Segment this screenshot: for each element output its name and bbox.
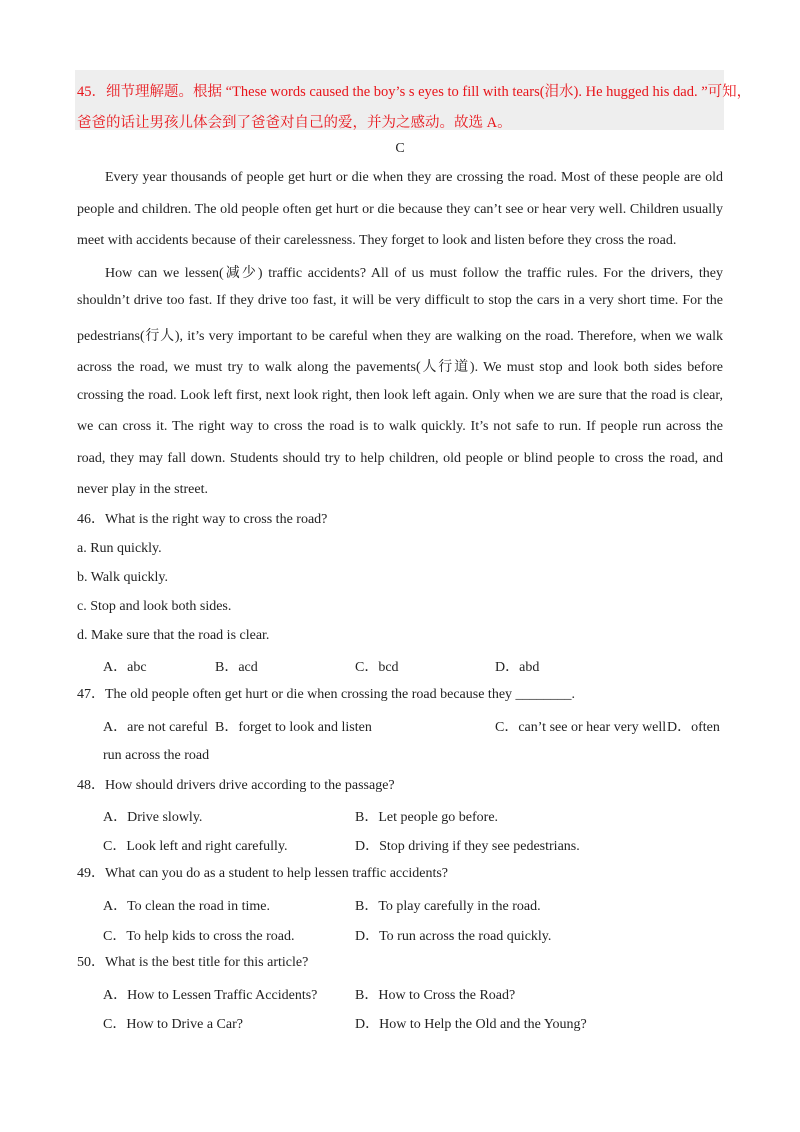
question-stem: 47．The old people often get hurt or die when crossing the road because they ________. <box>77 687 576 702</box>
option-b: B．forget to look and listen <box>215 720 372 735</box>
passage-line: shouldn’t drive too fast. If they drive too fast, it will be very difficult to stop the cars in a very short time. For the <box>77 293 723 308</box>
option-a: A．Drive slowly. <box>103 810 203 825</box>
option-d: D．often <box>667 720 720 735</box>
analysis-line-1: 45．细节理解题。根据 “These words caused the boy’s s eyes to fill with tears(泪水). He hugged his dad. ”可知， <box>77 84 752 100</box>
option-d: D．abd <box>495 660 540 675</box>
passage-line: across the road, we must try to walk along the pavements(人行道). We must stop and look both sides before <box>77 360 723 375</box>
option-d-continuation: run across the road <box>103 748 210 763</box>
section-label: C <box>395 141 405 156</box>
option-d: D．Stop driving if they see pedestrians. <box>355 839 580 854</box>
passage-line: How can we lessen(减少) traffic accidents? All of us must follow the traffic rules. For the drivers, they <box>105 266 723 281</box>
option-c: C．bcd <box>355 660 399 675</box>
question-statement: c. Stop and look both sides. <box>77 599 232 614</box>
passage-line: pedestrians(行人), it’s very important to be careful when they are walking on the road. Therefore, when we walk <box>77 329 723 344</box>
passage-line: road, they may fall down. Students should try to help children, old people or blind people to cross the road, and <box>77 451 723 466</box>
question-stem: 48．How should drivers drive according to the passage? <box>77 778 395 793</box>
option-c: C．Look left and right carefully. <box>103 839 288 854</box>
passage-line: meet with accidents because of their carelessness. They forget to look and listen before they cross the road. <box>77 233 677 248</box>
option-d: D．To run across the road quickly. <box>355 929 552 944</box>
option-c: C．can’t see or hear very well <box>495 720 667 735</box>
question-statement: d. Make sure that the road is clear. <box>77 628 270 643</box>
passage-line: crossing the road. Look left first, next look right, then look left again. Only when we are sure that the road is clear, <box>77 388 723 403</box>
option-b: B．How to Cross the Road? <box>355 988 516 1003</box>
passage-line: we can cross it. The right way to cross the road is to walk quickly. It’s not safe to run. If people run across the <box>77 419 723 434</box>
option-a: A．abc <box>103 660 147 675</box>
question-statement: a. Run quickly. <box>77 541 162 556</box>
option-b: B．To play carefully in the road. <box>355 899 541 914</box>
option-a: A．are not careful <box>103 720 208 735</box>
question-stem: 49．What can you do as a student to help lessen traffic accidents? <box>77 866 449 881</box>
passage-line: never play in the street. <box>77 482 209 497</box>
option-b: B．acd <box>215 660 258 675</box>
passage-line: people and children. The old people often get hurt or die because they can’t see or hear very well. Children usually <box>77 202 723 217</box>
option-b: B．Let people go before. <box>355 810 499 825</box>
option-c: C．To help kids to cross the road. <box>103 929 295 944</box>
option-a: A．To clean the road in time. <box>103 899 270 914</box>
question-statement: b. Walk quickly. <box>77 570 169 585</box>
question-stem: 50．What is the best title for this article? <box>77 955 309 970</box>
option-d: D．How to Help the Old and the Young? <box>355 1017 587 1032</box>
passage-line: Every year thousands of people get hurt or die when they are crossing the road. Most of these people are old <box>105 170 723 185</box>
analysis-line-2: 爸爸的话让男孩儿体会到了爸爸对自己的爱，并为之感动。故选 A。 <box>77 115 512 131</box>
question-stem: 46．What is the right way to cross the road? <box>77 512 328 527</box>
option-a: A．How to Lessen Traffic Accidents? <box>103 988 318 1003</box>
option-c: C．How to Drive a Car? <box>103 1017 243 1032</box>
